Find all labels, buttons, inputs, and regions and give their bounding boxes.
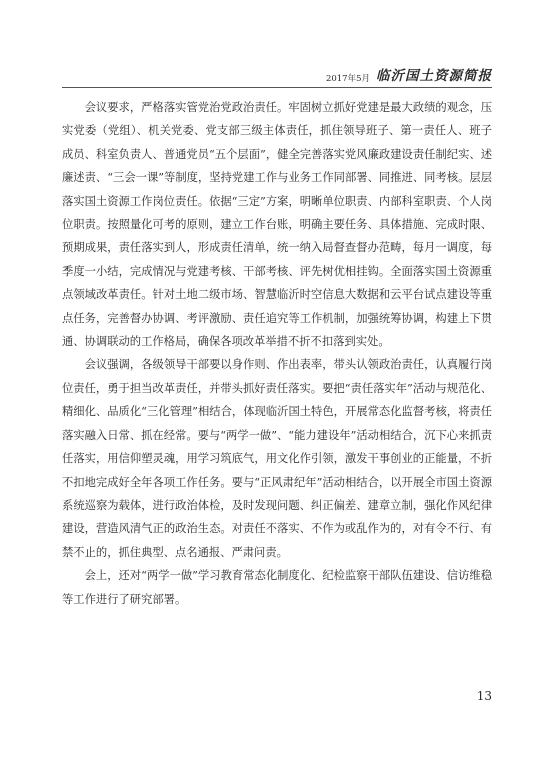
paragraph: 会上，还对“两学一做”学习教育常态化制度化、纪检监察干部队伍建设、信访维稳等工作进行了研究部署。: [62, 569, 492, 606]
header-rule: [62, 87, 492, 88]
header-date: 2017年5月: [325, 74, 370, 84]
publication-title: 临沂国土资源简报: [376, 68, 492, 84]
running-header: [62, 63, 492, 85]
paragraph: 会议要求，严格落实管党治党政治责任。牢固树立抓好党建是最大政绩的观念，压实党委（党组）、机关党委、党支部三级主体责任，抓住领导班子、第一责任人、班子成员、科室负责人、普通党员“五个层面”，健全完善落实党风廉政建设责任制纪实、述廉述责、“三会一课”等制度，坚持党建工作与业务工作同部署、同推进、同考核。层层落实国土资源工作岗位责任。依据“三定”方案，明晰单位职责、内部科室职责、个人岗位职责。按照量化可考的原则，建立工作台账，明确主要任务、具体措施、完成时限、预期成果，责任落实到人，形成责任清单，统一纳入局督查督办范畴，每月一调度，每季度一小结，完成情况与党建考核、干部考核、评先树优相挂钩。全面落实国土资源重点领域改革责任。针对土地二级市场、智慧临沂时空信息大数据和云平台试点建设等重点任务，完善督办协调、考评激励、责任追究等工作机制，加强统筹协调，构建上下贯通、协调联动的工作格局，确保各项改革举措不折不扣落到实处。: [62, 101, 492, 349]
paragraph: 会议强调，各级领导干部要以身作则、作出表率，带头认领政治责任，认真履行岗位责任，勇于担当改革责任，并带头抓好责任落实。要把“责任落实年”活动与规范化、精细化、品质化“三化管理”相结合，体现临沂国土特色，开展常态化监督考核，将责任落实融入日常、抓在经常。要与“两学一做”、“能力建设年”活动相结合，沉下心来抓责任落实，用信仰塑灵魂，用学习筑底气，用文化作引领，激发干事创业的正能量，不折不扣地完成好全年各项工作任务。要与“正风肃纪年”活动相结合，以开展全市国土资源系统巡察为载体，进行政治体检，及时发现问题、纠正偏差、建章立制，强化作风纪律建设，营造风清气正的政治生态。对责任不落实、不作为或乱作为的，对有令不行、有禁不止的，抓住典型、点名通报、严肃问责。: [62, 358, 492, 559]
page-number: 13: [476, 689, 492, 703]
article-body: [62, 96, 492, 611]
